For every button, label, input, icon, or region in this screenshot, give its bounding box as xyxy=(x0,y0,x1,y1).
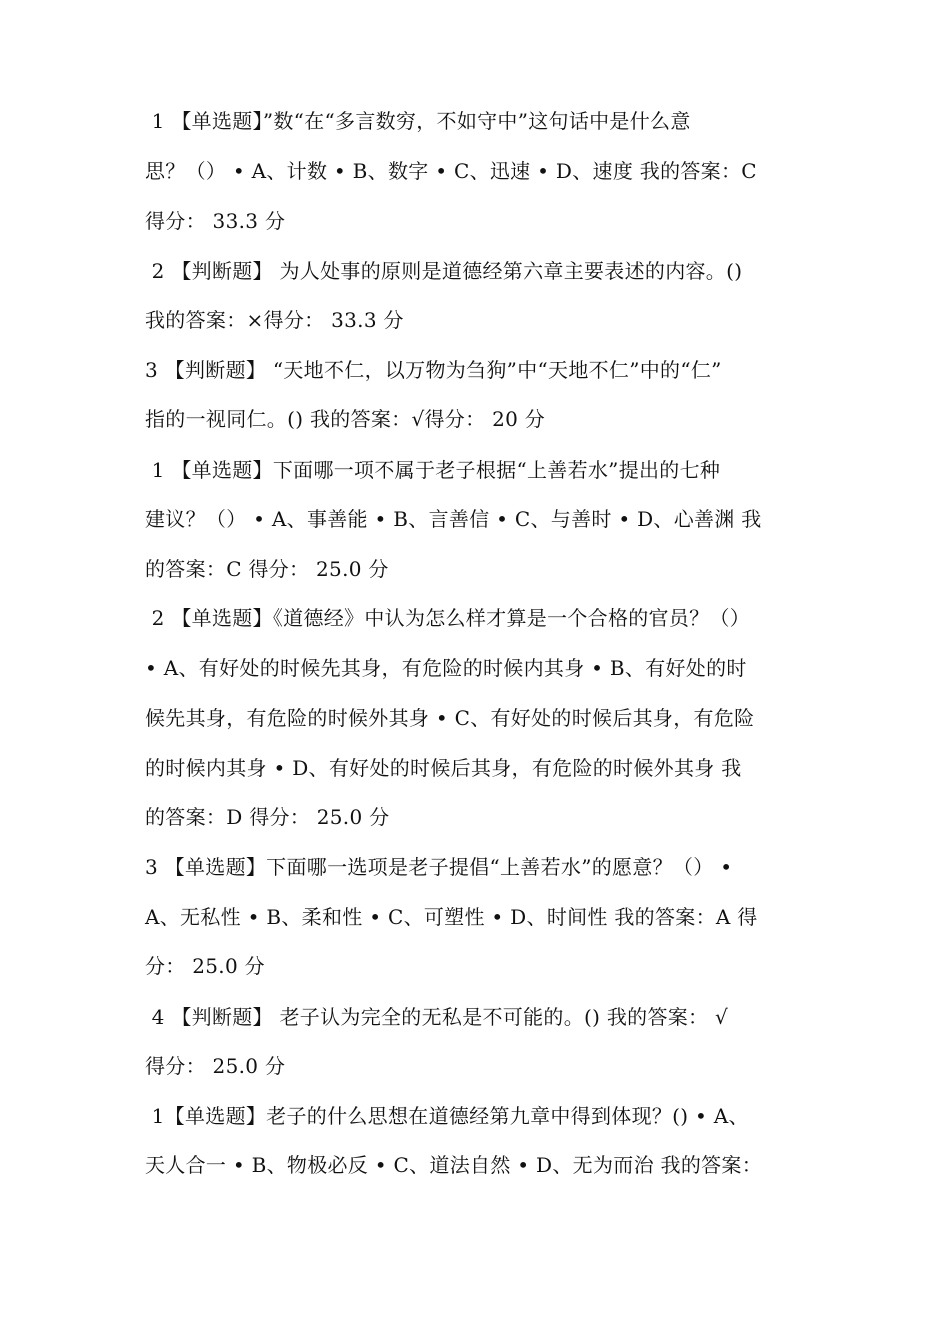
text-line: 思？（） • A、计数 • B、数字 • C、迅速 • D、速度 我的答案：C xyxy=(145,159,757,183)
text-line: 分： 25.0 分 xyxy=(145,954,265,978)
text-line: 的时候内其身 • D、有好处的时候后其身，有危险的时候外其身 我 xyxy=(145,756,742,780)
text-line: 4 【判断题】 老子认为完全的无私是不可能的。() 我的答案： √ xyxy=(145,1005,729,1029)
text-line: 天人合一 • B、物极必反 • C、道法自然 • D、无为而治 我的答案： xyxy=(145,1153,763,1177)
text-line: 2 【判断题】 为人处事的原则是道德经第六章主要表述的内容。() xyxy=(145,259,743,283)
text-line: 的答案：D 得分： 25.0 分 xyxy=(145,805,390,829)
text-line: 指的一视同仁。() 我的答案：√得分： 20 分 xyxy=(145,407,546,431)
text-line: 1 【单选题】下面哪一项不属于老子根据“上善若水”提出的七种 xyxy=(145,458,721,482)
text-line: 得分： 25.0 分 xyxy=(145,1054,286,1078)
text-line: 得分： 33.3 分 xyxy=(145,209,286,233)
text-line: 2 【单选题】《道德经》中认为怎么样才算是一个合格的官员？（） xyxy=(145,606,751,630)
text-line: 1 【单选题】”数“在“多言数穷，不如守中”这句话中是什么意 xyxy=(145,109,691,133)
text-line: 3 【判断题】 “天地不仁，以万物为刍狗”中“天地不仁”中的“仁” xyxy=(145,358,722,382)
text-line: A、无私性 • B、柔和性 • C、可塑性 • D、时间性 我的答案：A 得 xyxy=(145,905,758,929)
text-line: 候先其身，有危险的时候外其身 • C、有好处的时候后其身，有危险 xyxy=(145,706,755,730)
text-line: 3 【单选题】下面哪一选项是老子提倡“上善若水”的愿意？（） • xyxy=(145,855,733,879)
text-line: • A、有好处的时候先其身，有危险的时候内其身 • B、有好处的时 xyxy=(145,656,747,680)
text-line: 1【单选题】老子的什么思想在道德经第九章中得到体现？() • A、 xyxy=(145,1104,749,1128)
text-line: 的答案：C 得分： 25.0 分 xyxy=(145,557,389,581)
text-line: 建议？（） • A、事善能 • B、言善信 • C、与善时 • D、心善渊 我 xyxy=(145,507,762,531)
text-line: 我的答案：×得分： 33.3 分 xyxy=(145,308,404,332)
